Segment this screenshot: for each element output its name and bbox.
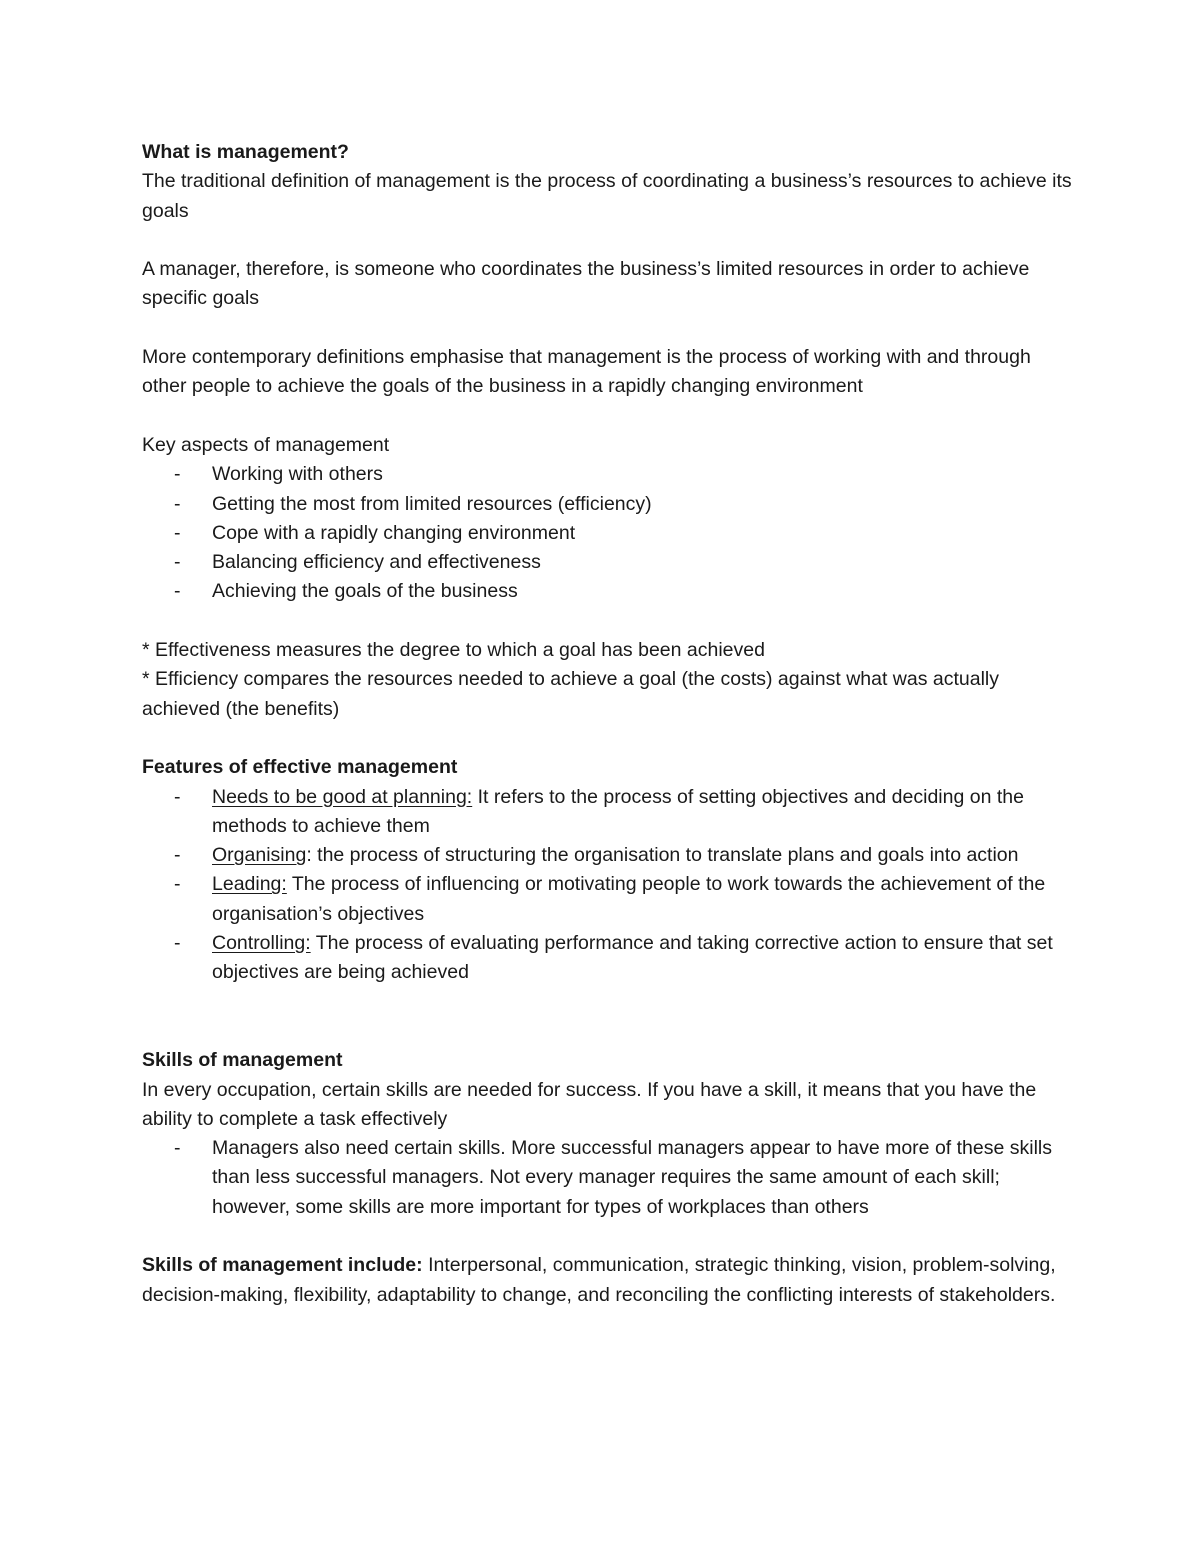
paragraph-skills-include: Skills of management include: Interpersonal, communication, strategic thinking, vision, problem-solving, decision-making, flexibility, adaptability to change, and reconciling the conflicting interests of stakeholders. <box>142 1254 1056 1306</box>
list-item: - Needs to be good at planning: It refers to the process of setting objectives and deciding on the methods to achieve them <box>142 783 1072 842</box>
heading-features-effective-management: Features of effective management <box>142 756 458 779</box>
feature-term-controlling: Controlling: <box>212 932 311 955</box>
paragraph-manager-definition: A manager, therefore, is someone who coordinates the business’s limited resources in order to achieve specific goals <box>142 258 1030 310</box>
list-item: - Getting the most from limited resources (efficiency) <box>142 490 1072 519</box>
key-aspects-label: Key aspects of management <box>142 433 390 456</box>
skills-include-label: Skills of management include: <box>142 1254 423 1277</box>
heading-what-is-management: What is management? <box>142 141 349 163</box>
feature-term-organising: Organising <box>212 844 307 867</box>
list-item: - Leading: The process of influencing or motivating people to work towards the achievement of the organisation’s objectives <box>142 870 1072 929</box>
heading-skills-of-management: Skills of management <box>142 1049 343 1072</box>
feature-term-leading: Leading: <box>212 873 287 896</box>
dash-marker: - <box>174 873 181 896</box>
list-item: - Managers also need certain skills. More successful managers appear to have more of these skills than less successful managers. Not every manager requires the same amount of each skill; however, some skills are more important for types of workplaces than others <box>142 1134 1072 1222</box>
dash-marker: - <box>174 492 181 515</box>
dash-marker: - <box>174 521 181 544</box>
features-list <box>142 783 1072 988</box>
list-item: - Balancing efficiency and effectiveness <box>142 548 1072 577</box>
paragraph-skills-intro: In every occupation, certain skills are needed for success. If you have a skill, it means that you have the ability to complete a task effectively <box>142 1078 1037 1130</box>
dash-marker: - <box>174 1137 181 1160</box>
dash-marker: - <box>174 844 181 867</box>
skills-list <box>142 1134 1072 1222</box>
dash-marker: - <box>174 932 181 955</box>
note-effectiveness: * Effectiveness measures the degree to which a goal has been achieved <box>142 639 765 662</box>
dash-marker: - <box>174 463 181 486</box>
paragraph-contemporary-definition: More contemporary definitions emphasise that management is the process of working with and through other people to achieve the goals of the business in a rapidly changing environment <box>142 346 1031 398</box>
list-item: - Achieving the goals of the business <box>142 577 1072 606</box>
list-item: - Controlling: The process of evaluating performance and taking corrective action to ensure that set objectives are being achieved <box>142 929 1072 988</box>
paragraph-traditional-definition: The traditional definition of management is the process of coordinating a business’s resources to achieve its goals <box>142 170 1072 222</box>
document-page <box>142 138 1072 1310</box>
list-item: - Organising: the process of structuring the organisation to translate plans and goals into action <box>142 841 1072 870</box>
list-item: - Working with others <box>142 460 1072 489</box>
dash-marker: - <box>174 785 181 808</box>
note-efficiency: * Efficiency compares the resources needed to achieve a goal (the costs) against what was actually achieved (the benefits) <box>142 668 1000 720</box>
feature-term-planning: Needs to be good at planning: <box>212 785 473 808</box>
dash-marker: - <box>174 580 181 603</box>
list-item: - Cope with a rapidly changing environment <box>142 519 1072 548</box>
dash-marker: - <box>174 551 181 574</box>
key-aspects-list <box>142 460 1072 606</box>
